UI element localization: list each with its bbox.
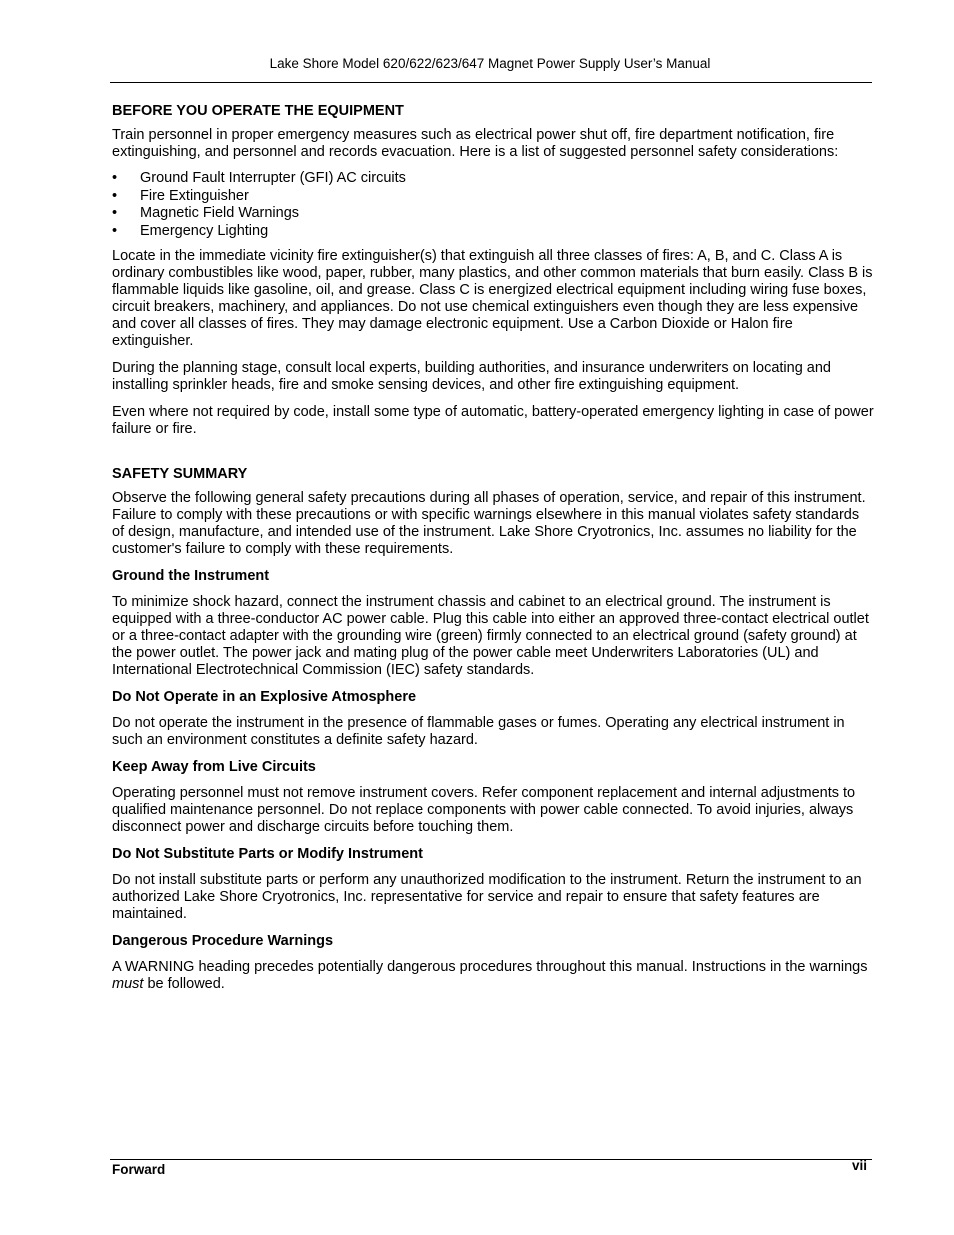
list-item: • Magnetic Field Warnings bbox=[112, 205, 300, 221]
paragraph-dangerous-procedure-warnings: A WARNING heading precedes potentially dangerous procedures throughout this manual. Instructions in the warnings must be followed. bbox=[112, 959, 868, 992]
heading-safety-summary: SAFETY SUMMARY bbox=[112, 466, 248, 482]
paragraph-ground-instrument: To minimize shock hazard, connect the instrument chassis and cabinet to an electrical ground. The instrument is equipped with a three-conductor AC power cable. Plug this cable into either an approved three-contact electrical outlet or a three-contact adapter with the grounding wire (green) firmly connected to an electrical ground (safety ground) at the power outlet. The power jack and mating plug of the power cable meet Underwriters Laboratories (UL) and International Electrotechnical Commission (IEC) safety standards. bbox=[112, 594, 869, 678]
bullet-icon: • bbox=[112, 205, 118, 221]
footer-section-name: Forward bbox=[112, 1162, 166, 1177]
list-item: • Ground Fault Interrupter (GFI) AC circuits bbox=[112, 170, 406, 186]
list-item: • Emergency Lighting bbox=[112, 222, 269, 239]
page-number: vii bbox=[852, 1158, 868, 1173]
paragraph-planning-stage: During the planning stage, consult local experts, building authorities, and insurance underwriters on locating and installing sprinkler heads, fire and smoke sensing devices, and other fire extinguishing equipment. bbox=[112, 360, 831, 393]
emphasis-must: must bbox=[112, 976, 144, 992]
running-header: Lake Shore Model 620/622/623/647 Magnet Power Supply User’s Manual bbox=[269, 56, 711, 71]
bullet-icon: • bbox=[112, 222, 118, 239]
paragraph-fire-extinguishers: Locate in the immediate vicinity fire extinguisher(s) that extinguish all three classes of fires: A, B, and C. Class A is ordinary combustibles like wood, paper, rubber, many plastics, and other common materials that burn easily. Class B is flammable liquids like gasoline, oil, and grease. Class C is energized electrical equipment including wiring fuse boxes, circuit breakers, machinery, and appliances. Do not use chemical extinguishers even though they are less expensive and cover all classes of fires. They may damage electronic equipment. Use a Carbon Dioxide or Halon fire extinguisher. bbox=[112, 248, 873, 349]
heading-before-you-operate: BEFORE YOU OPERATE THE EQUIPMENT bbox=[112, 103, 404, 119]
paragraph-before-intro: Train personnel in proper emergency measures such as electrical power shut off, fire department notification, fire extinguishing, and personnel and records evacuation. Here is a list of suggested personnel safety considerations: bbox=[112, 127, 839, 160]
footer-rule bbox=[110, 1159, 872, 1160]
paragraph-live-circuits: Operating personnel must not remove instrument covers. Refer component replacement and internal adjustments to qualified maintenance personnel. Do not replace components with power cable connected. To avoid injuries, always disconnect power and discharge circuits before touching them. bbox=[112, 785, 856, 835]
heading-live-circuits: Keep Away from Live Circuits bbox=[112, 759, 316, 775]
page-content bbox=[112, 100, 874, 993]
heading-substitute-parts: Do Not Substitute Parts or Modify Instrument bbox=[112, 846, 423, 862]
paragraph-emergency-lighting: Even where not required by code, install some type of automatic, battery-operated emergency lighting in case of power failure or fire. bbox=[112, 404, 874, 437]
list-item: • Fire Extinguisher bbox=[112, 187, 249, 204]
paragraph-safety-intro: Observe the following general safety precautions during all phases of operation, service, and repair of this instrument. Failure to comply with these precautions or with specific warnings elsewhere in this manual violates safety standards of design, manufacture, and intended use of the instrument. Lake Shore Cryotronics, Inc. assumes no liability for the customer's failure to comply with these requirements. bbox=[112, 490, 866, 557]
heading-explosive-atmosphere: Do Not Operate in an Explosive Atmosphere bbox=[112, 689, 417, 705]
bullet-icon: • bbox=[112, 187, 118, 204]
paragraph-explosive-atmosphere: Do not operate the instrument in the presence of flammable gases or fumes. Operating any electrical instrument in such an environment constitutes a definite safety hazard. bbox=[112, 715, 845, 748]
header-rule bbox=[110, 82, 872, 83]
heading-dangerous-procedure-warnings: Dangerous Procedure Warnings bbox=[112, 933, 334, 949]
safety-considerations-list bbox=[112, 170, 874, 240]
heading-ground-instrument: Ground the Instrument bbox=[112, 568, 270, 584]
paragraph-substitute-parts: Do not install substitute parts or perform any unauthorized modification to the instrument. Return the instrument to an authorized Lake Shore Cryotronics, Inc. representative for service and repair to ensure that safety features are maintained. bbox=[112, 872, 862, 922]
bullet-icon: • bbox=[112, 170, 118, 186]
